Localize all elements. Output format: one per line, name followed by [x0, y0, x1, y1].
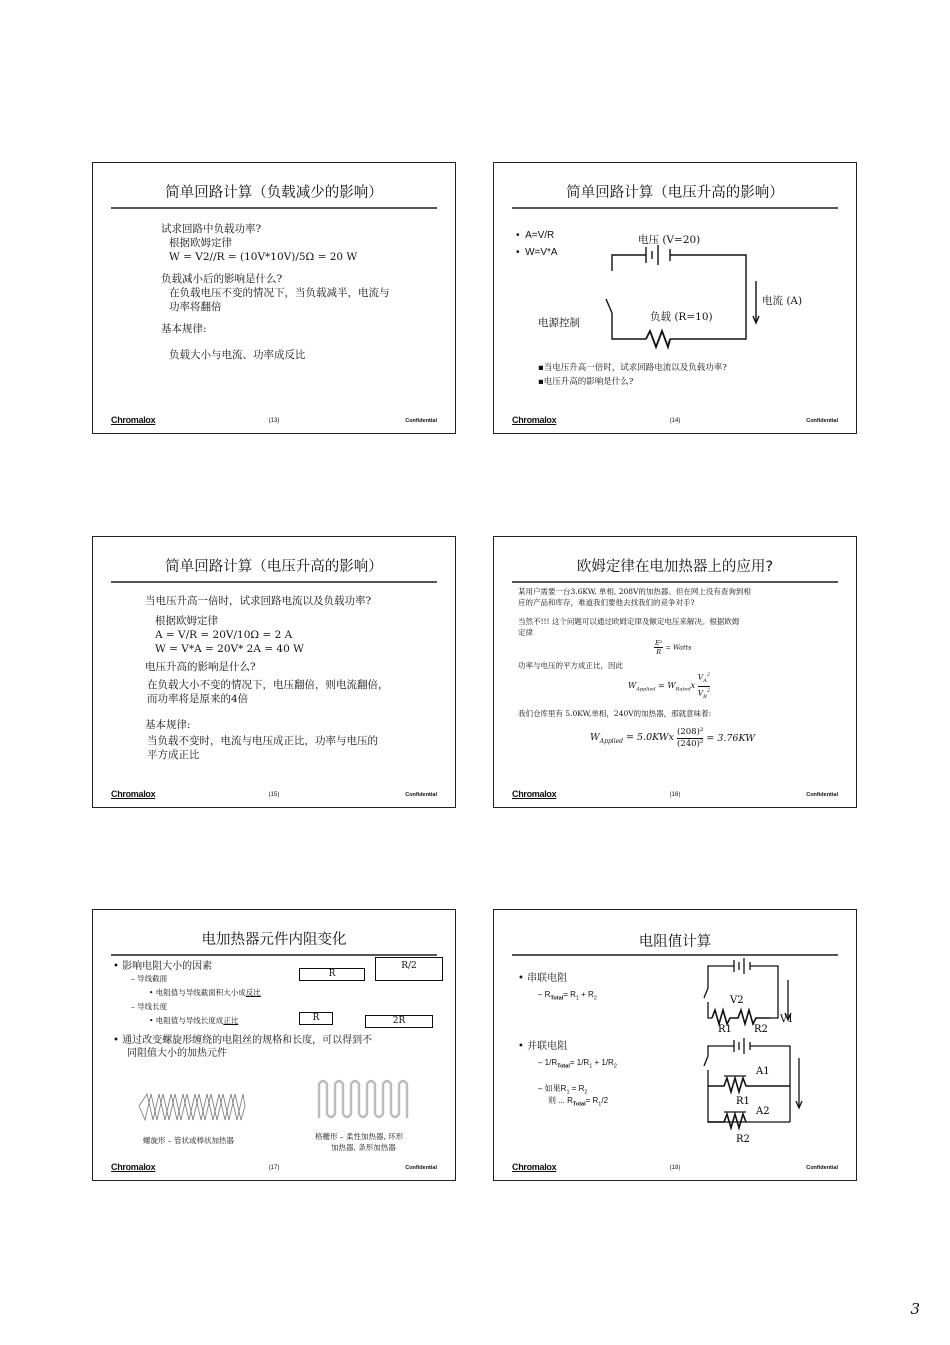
label-a2: A2 — [756, 1106, 770, 1117]
chromalox-logo: Chromalox — [111, 1162, 156, 1172]
bullet-parallel: • 并联电阻 — [518, 1041, 568, 1052]
sub-item: – 导线截面 — [131, 974, 168, 983]
confidential-label: Confidential — [405, 1165, 437, 1171]
bullet-item: 同阻值大小的加热元件 — [127, 1048, 227, 1059]
slide-13 — [92, 162, 456, 434]
wire-box-long: 2R — [365, 1015, 433, 1028]
chromalox-logo: Chromalox — [512, 415, 557, 425]
label-r1: R1 — [718, 1024, 732, 1035]
voltage-label: 电压 (V=20) — [638, 234, 701, 246]
title-rule — [111, 581, 437, 583]
slide-page-number: (18) — [669, 1165, 681, 1171]
chromalox-logo: Chromalox — [512, 789, 557, 799]
text-line: 根据欧姆定律 — [155, 615, 218, 627]
confidential-label: Confidential — [806, 1165, 838, 1171]
slide-14 — [493, 162, 857, 434]
text-line: 当然不!!! 这个问题可以通过欧姆定律及额定电压来解决。根据欧姆 — [518, 617, 740, 626]
confidential-label: Confidential — [806, 792, 838, 798]
formula-line: W = V*A = 20V* 2A = 40 W — [155, 643, 304, 655]
label-r2-parallel: R2 — [736, 1134, 750, 1145]
power-control-label: 电源控制 — [538, 317, 580, 329]
caption: 加热器, 条形加热器 — [331, 1143, 396, 1152]
formula-power: $\frac{\text{E²}}{R}$ = Watts — [655, 639, 692, 656]
chromalox-logo: Chromalox — [111, 789, 156, 799]
text-line: 平方成正比 — [147, 749, 200, 761]
text-line: 试求回路中负载功率? — [161, 223, 262, 235]
spiral-coil-icon — [139, 1094, 245, 1120]
slide-page-number: (13) — [268, 418, 280, 424]
formula-line: W = V2//R = (10V*10V)/5Ω = 20 W — [169, 251, 358, 263]
bullet-item: • A=V/R — [516, 230, 555, 241]
bullet-item: • W=V*A — [516, 247, 558, 258]
slide-page-number: (14) — [669, 418, 681, 424]
slide-15 — [92, 536, 456, 808]
slide-title: 简单回路计算（电压升高的影响） — [566, 185, 784, 201]
text-line: 负载大小与电流、功率成反比 — [169, 349, 306, 361]
label-r1-parallel: R1 — [736, 1096, 750, 1107]
note-line: ▪电压升高的影响是什么? — [538, 377, 634, 387]
formula-applied-rated: $W_{Applied} = W_{Rated}x$ $\frac{V_A^2}{V_R^2}$ — [628, 672, 711, 700]
slide-footer — [512, 1158, 838, 1172]
slide-footer — [111, 785, 437, 799]
slide-17 — [92, 909, 456, 1181]
bullet-item: • 通过改变螺旋形缠绕的电阻丝的规格和长度，可以得到不 — [113, 1035, 373, 1046]
text-line: 在负载大小不变的情况下，电压翻倍，则电流翻倍， — [147, 679, 389, 691]
slide-page-number: (16) — [669, 792, 681, 798]
slide-page-number: (15) — [268, 792, 280, 798]
confidential-label: Confidential — [405, 418, 437, 424]
confidential-label: Confidential — [405, 792, 437, 798]
text-line: 功率与电压的平方成正比，因此 — [518, 661, 623, 670]
caption: 螺旋形 – 管状或棒状加热器 — [143, 1136, 235, 1145]
slide-title: 简单回路计算（电压升高的影响） — [165, 559, 383, 575]
slide-title: 简单回路计算（负载减少的影响） — [165, 185, 383, 201]
page-number: 3 — [910, 1300, 920, 1318]
text-line: 功率将翻倍 — [169, 301, 222, 313]
wire-box-thin: R — [299, 968, 365, 981]
formula-result: 则 ... $R_{Total}= R_1/2$ — [548, 1096, 609, 1108]
slide-footer — [512, 785, 838, 799]
title-rule — [512, 581, 838, 583]
sub-sub-item: • 电阻值与导线截面积大小成反比 — [149, 988, 261, 997]
formula-series: – $R_{Total}= R_1 + R_2$ — [538, 990, 597, 1002]
bullet-series: • 串联电阻 — [518, 973, 568, 984]
slide-title: 欧姆定律在电加热器上的应用? — [576, 559, 774, 575]
slide-footer — [111, 411, 437, 425]
text-line: 定律 — [518, 628, 533, 637]
text-line: 当电压升高一倍时，试求回路电流以及负载功率? — [145, 595, 372, 607]
sub-sub-item: • 电阻值与导线长度成正比 — [149, 1016, 239, 1025]
current-label: 电流 (A) — [762, 295, 803, 307]
slide-footer — [111, 1158, 437, 1172]
bullet-item: • 影响电阻大小的因素 — [113, 961, 213, 972]
slide-page-number: (17) — [268, 1165, 280, 1171]
text-line: 基本规律: — [161, 323, 207, 335]
text-line: 负载减小后的影响是什么? — [161, 273, 283, 285]
load-label: 负载 (R=10) — [650, 311, 713, 323]
text-line: 应的产品和库存，难道我们要他去找我们的竞争对手? — [518, 598, 695, 607]
text-line: 在负载电压不变的情况下，当负载减半，电流与 — [169, 287, 390, 299]
grid-element-icon — [319, 1081, 407, 1118]
sub-item: – 导线长度 — [131, 1002, 168, 1011]
slide-title: 电加热器元件内阻变化 — [201, 932, 347, 948]
text-line: 我们仓库里有 5.0KW,单相，240V的加热器，那就意味着: — [518, 709, 712, 718]
chromalox-logo: Chromalox — [111, 415, 156, 425]
formula-equal: – 如果$R_1 = R_2$ — [538, 1084, 588, 1096]
formula-parallel: – $1/R_{Total}= 1/R_1 + 1/R_2$ — [538, 1058, 617, 1070]
chromalox-logo: Chromalox — [512, 1162, 557, 1172]
wire-box-short: R — [299, 1012, 333, 1025]
text-line: 基本规律: — [145, 719, 191, 731]
text-line: 电压升高的影响是什么? — [145, 661, 256, 673]
title-rule — [111, 207, 437, 209]
formula-result: $W_{Applied} = 5.0KWx$ $\frac{\text{(208)²}}{\text{(240)²}}$ = 3.76KW — [590, 727, 755, 749]
text-line: 根据欧姆定律 — [169, 237, 232, 249]
text-line: 而功率将是原来的4倍 — [147, 693, 249, 705]
label-v2: V2 — [730, 995, 744, 1006]
resistor-circuits — [494, 910, 858, 1182]
slide-18 — [493, 909, 857, 1181]
caption: 格栅形 – 柔性加热器, 环形 — [315, 1132, 404, 1141]
confidential-label: Confidential — [806, 418, 838, 424]
wire-box-thick: R/2 — [375, 957, 443, 981]
note-line: ▪当电压升高一倍时，试求回路电流以及负载功率? — [538, 363, 727, 373]
label-r2: R2 — [754, 1024, 768, 1035]
slide-16 — [493, 536, 857, 808]
label-a1: A1 — [756, 1066, 770, 1077]
formula-line: A = V/R = 20V/10Ω = 2 A — [155, 629, 293, 641]
circuit-diagram — [494, 163, 858, 435]
slide-title: 电阻值计算 — [638, 934, 712, 950]
label-v1: V1 — [780, 1014, 794, 1025]
text-line: 当负载不变时，电流与电压成正比，功率与电压的 — [147, 735, 378, 747]
text-line: 某用户需要一台3.6KW, 单相, 208V的加热器。但在网上没有查询到相 — [518, 587, 751, 596]
slide-footer — [512, 411, 838, 425]
